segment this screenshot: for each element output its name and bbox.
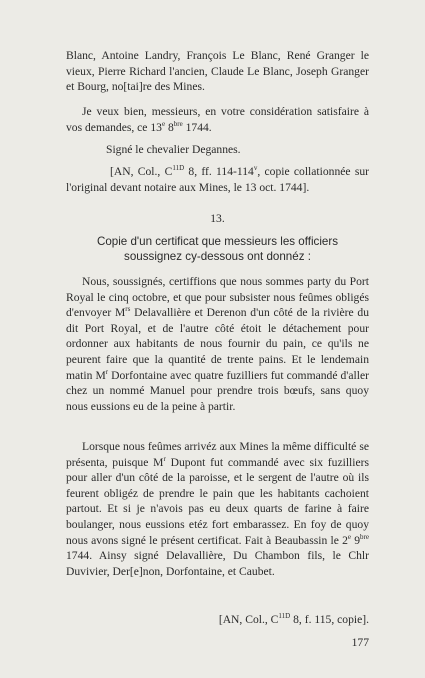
signature-line: Signé le chevalier Degannes. xyxy=(106,143,241,156)
names-text: Blanc, Antoine Landry, François Le Blanc, René Granger le vieux, Pierre Richard l'ancien, Claude Le Blanc, Joseph Granger et Bourg, no[tai]re des Mines. xyxy=(66,49,369,94)
paragraph-body-1: Nous, soussignés, certiffions que nous sommes party du Port Royal le cinq octobre, et que pour subsister nous feûmes obligés d'envoyer $M^{rs}$ Delavallière et Derenon d'un côté de la rivière du dit Port Royal, et de l'autre côté étoit le détachement pour ordonner aux habitants de nous fournir du pain, ce qu'ils ne peurent faire que la quantité de trente pains. Et le lendemain matin $M^r$ Dorfontaine avec quatre fuzilliers fut commandé d'aller chez un nommé Manuel pour prendre trois bœufs, sans quoy nous eussions eu de la peine à partir. xyxy=(66,275,369,413)
page-number: 177 xyxy=(351,636,369,649)
paragraph-names xyxy=(66,48,369,95)
paragraph-response: Je veux bien, messieurs, en votre considération satisfaire à vos demandes, ce 13e $8^{bre}$ 1744. xyxy=(66,105,369,134)
document-number: 13. xyxy=(210,212,225,225)
paragraph-body-2: Lorsque nous feûmes arrivéz aux Mines la même difficulté se présenta, puisque $M^r$ Dupont fut commandé avec six fuzilliers pour aller d'un côté de la paroisse, et le sergent de l'autre où ils feurent obligéz de prendre le pain que les habitants cachoient partout. Et si je n'avois pas eu deux quarts de farine à faire boulanger, nous eussions etéz fort embarassez. En foy de quoy nous avons signé le présent certificat. Fait à Beaubassin le 2e $9^{bre}$ 1744. Ainsy signé Delavallière, Du Chambon fils, le Chlr Duvivier, Der[e]non, Dorfontaine, et Caubet. xyxy=(66,440,369,578)
source-citation-2: [AN, Col., $C^{11D}$ 8, f. 115, copie]. xyxy=(218,612,369,626)
document-heading: Copie d'un certificat que messieurs les officiers soussignez cy-dessous ont donnéz : xyxy=(96,235,339,263)
source-citation-1: [AN, Col., $C^{11D}$ 8, ff. 114-114$^v$, copie collationnée sur l'original devant notaire aux Mines, le 13 oct. 1744]. xyxy=(66,164,369,194)
